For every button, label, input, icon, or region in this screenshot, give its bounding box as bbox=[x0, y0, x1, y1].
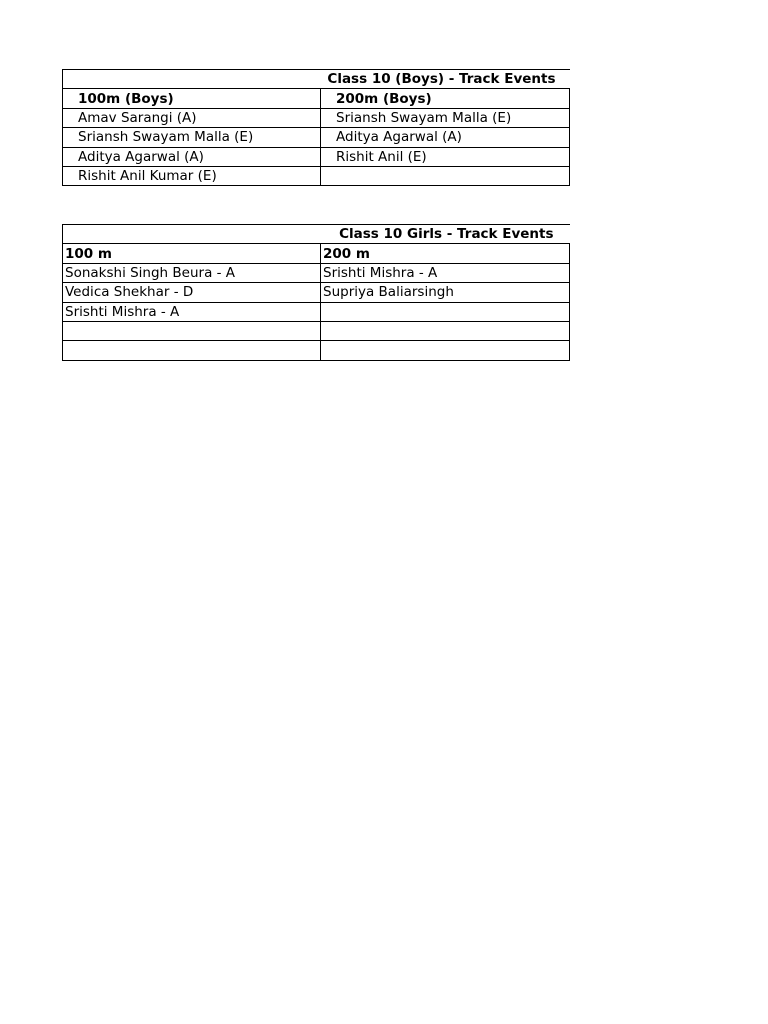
boys-track-events-table bbox=[62, 69, 570, 186]
table-header-row bbox=[63, 244, 570, 263]
table-cell: Rishit Anil Kumar (E) bbox=[63, 166, 321, 185]
column-header-100m: 100 m bbox=[63, 244, 321, 263]
table-cell bbox=[321, 166, 570, 185]
column-header-100m: 100m (Boys) bbox=[63, 89, 321, 108]
boys-table-title: Class 10 (Boys) - Track Events bbox=[63, 70, 570, 89]
table-cell: Srishti Mishra - A bbox=[63, 302, 321, 321]
table-header-row bbox=[63, 89, 570, 108]
table-cell: Srishti Mishra - A bbox=[321, 263, 570, 282]
table-cell bbox=[321, 341, 570, 360]
table-row bbox=[63, 321, 570, 340]
table-cell: Amav Sarangi (A) bbox=[63, 108, 321, 127]
table-cell bbox=[321, 321, 570, 340]
table-row bbox=[63, 263, 570, 282]
table-title-row bbox=[63, 225, 570, 244]
table-cell: Sriansh Swayam Malla (E) bbox=[63, 128, 321, 147]
table-cell: Sonakshi Singh Beura - A bbox=[63, 263, 321, 282]
table-cell: Rishit Anil (E) bbox=[321, 147, 570, 166]
table-cell: Supriya Baliarsingh bbox=[321, 283, 570, 302]
table-cell bbox=[321, 302, 570, 321]
table-row bbox=[63, 108, 570, 127]
table-cell: Aditya Agarwal (A) bbox=[63, 147, 321, 166]
table-cell: Aditya Agarwal (A) bbox=[321, 128, 570, 147]
table-row bbox=[63, 128, 570, 147]
table-row bbox=[63, 166, 570, 185]
column-header-200m: 200m (Boys) bbox=[321, 89, 570, 108]
girls-table-title: Class 10 Girls - Track Events bbox=[63, 225, 570, 244]
table-row bbox=[63, 283, 570, 302]
table-cell: Sriansh Swayam Malla (E) bbox=[321, 108, 570, 127]
column-header-200m: 200 m bbox=[321, 244, 570, 263]
table-cell bbox=[63, 321, 321, 340]
table-cell: Vedica Shekhar - D bbox=[63, 283, 321, 302]
table-row bbox=[63, 302, 570, 321]
table-row bbox=[63, 341, 570, 360]
girls-track-events-table bbox=[62, 224, 570, 361]
table-row bbox=[63, 147, 570, 166]
table-cell bbox=[63, 341, 321, 360]
table-title-row bbox=[63, 70, 570, 89]
